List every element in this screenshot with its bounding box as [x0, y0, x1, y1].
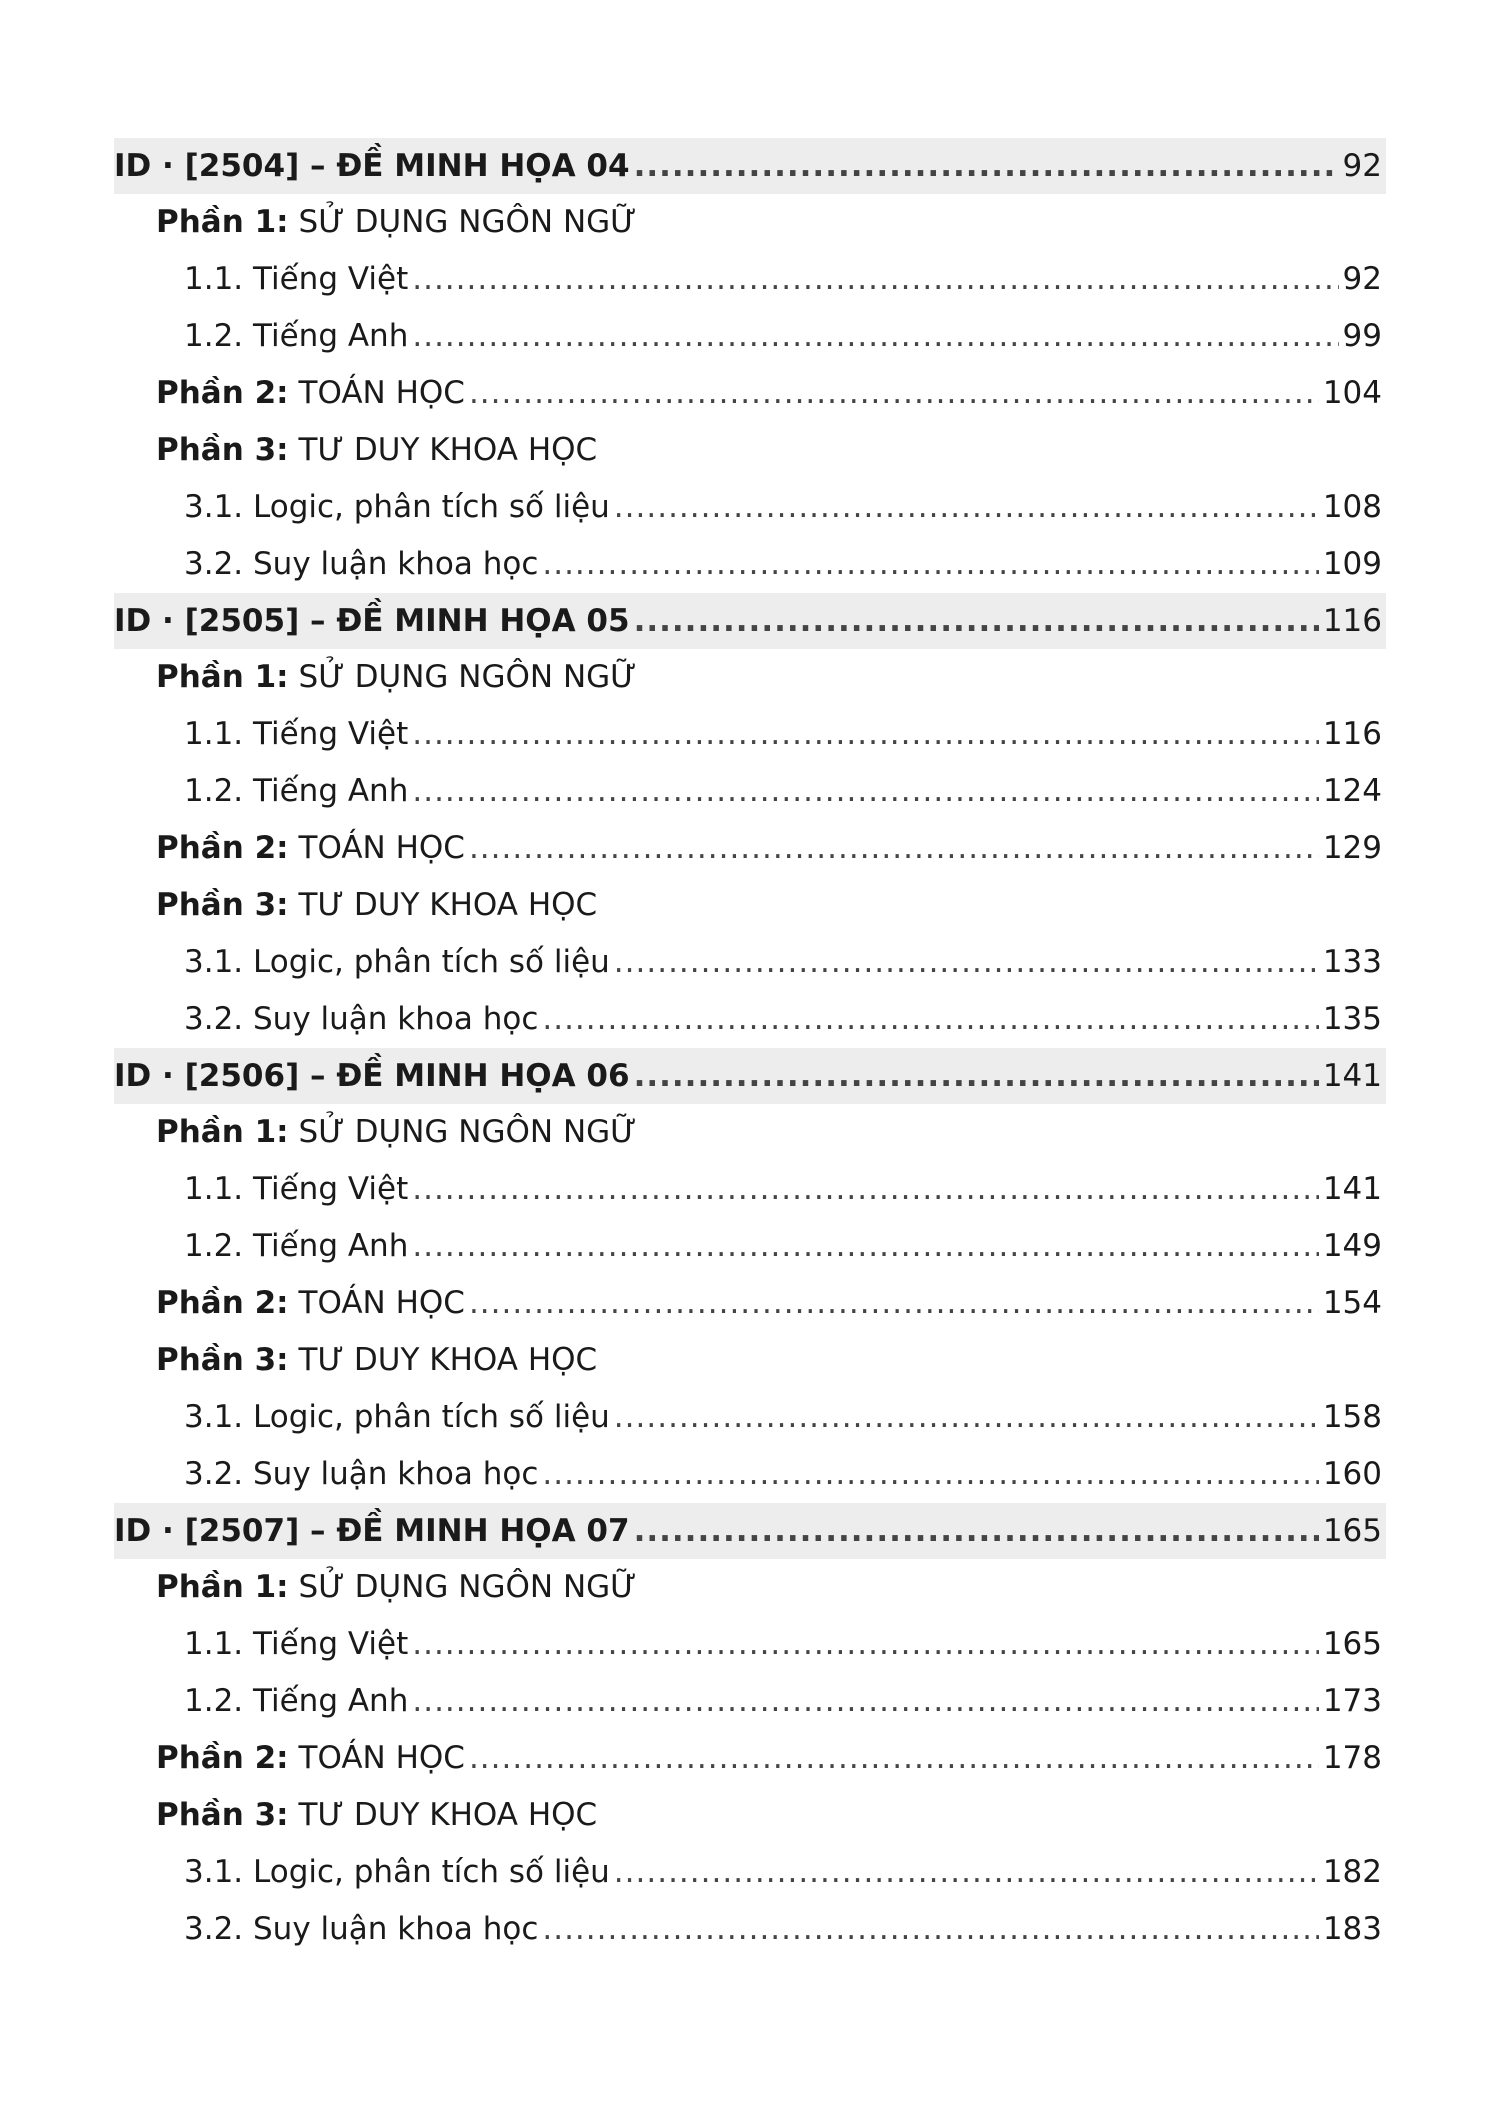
part-title: SỬ DỤNG NGÔN NGỮ — [298, 659, 637, 695]
part-label: Phần 2: — [156, 375, 289, 411]
toc-sub-entry[interactable] — [114, 934, 1386, 991]
dot-leader — [542, 1901, 1318, 1958]
toc-sub-entry[interactable] — [114, 536, 1386, 593]
sub-title: 3.2. Suy luận khoa học — [184, 1001, 539, 1037]
part-label: Phần 3: — [156, 1797, 289, 1833]
sub-title: 1.2. Tiếng Anh — [184, 318, 409, 354]
toc-sub-entry[interactable] — [114, 763, 1386, 820]
part-title: SỬ DỤNG NGÔN NGỮ — [298, 204, 637, 240]
part-label: Phần 1: — [156, 204, 289, 240]
page-number: 158 — [1322, 1399, 1382, 1435]
part-title: TOÁN HỌC — [298, 1285, 465, 1321]
dot-leader — [412, 763, 1318, 820]
toc-part-entry[interactable] — [114, 194, 1386, 251]
part-title: TƯ DUY KHOA HỌC — [298, 1342, 598, 1378]
page-number: 124 — [1322, 773, 1382, 809]
page-number: 182 — [1322, 1854, 1382, 1890]
dot-leader — [412, 706, 1319, 763]
page-number: 133 — [1322, 944, 1382, 980]
part-title: TOÁN HỌC — [298, 830, 465, 866]
toc-sub-entry[interactable] — [114, 706, 1386, 763]
page-number: 173 — [1322, 1683, 1382, 1719]
sub-title: 1.2. Tiếng Anh — [184, 1683, 409, 1719]
sub-title: 1.2. Tiếng Anh — [184, 1228, 409, 1264]
dot-leader — [614, 1844, 1319, 1901]
page-number: 104 — [1322, 375, 1382, 411]
sub-title: 3.1. Logic, phân tích số liệu — [184, 944, 610, 980]
dot-leader — [412, 1616, 1319, 1673]
toc-sub-entry[interactable] — [114, 1389, 1386, 1446]
sub-title: 1.1. Tiếng Việt — [184, 1171, 409, 1207]
dot-leader — [412, 1218, 1318, 1275]
dot-leader — [412, 1673, 1318, 1730]
toc-sub-entry[interactable] — [114, 1901, 1386, 1958]
toc-part-entry[interactable] — [114, 649, 1386, 706]
toc-part-entry[interactable] — [114, 820, 1386, 877]
sub-title: 3.1. Logic, phân tích số liệu — [184, 1854, 610, 1890]
part-title: SỬ DỤNG NGÔN NGỮ — [298, 1569, 637, 1605]
dot-leader — [634, 138, 1339, 194]
toc-sub-entry[interactable] — [114, 1161, 1386, 1218]
page-number: 141 — [1322, 1171, 1382, 1207]
dot-leader — [542, 991, 1318, 1048]
toc-sub-entry[interactable] — [114, 479, 1386, 536]
page-number: 141 — [1322, 1058, 1382, 1094]
toc-exam-heading[interactable] — [114, 138, 1386, 194]
dot-leader — [614, 479, 1319, 536]
exam-title: ID · [2504] – ĐỀ MINH HỌA 04 — [114, 148, 630, 184]
dot-leader — [634, 1503, 1319, 1559]
part-title: SỬ DỤNG NGÔN NGỮ — [298, 1114, 637, 1150]
dot-leader — [469, 820, 1319, 877]
part-title: TƯ DUY KHOA HỌC — [298, 432, 598, 468]
exam-title: ID · [2507] – ĐỀ MINH HỌA 07 — [114, 1513, 630, 1549]
toc-sub-entry[interactable] — [114, 1218, 1386, 1275]
part-label: Phần 3: — [156, 1342, 289, 1378]
toc-section — [114, 1503, 1386, 1958]
toc-exam-heading[interactable] — [114, 1048, 1386, 1104]
sub-title: 1.1. Tiếng Việt — [184, 1626, 409, 1662]
page-number: 129 — [1322, 830, 1382, 866]
toc-part-entry[interactable] — [114, 365, 1386, 422]
page-number: 109 — [1322, 546, 1382, 582]
sub-title: 1.1. Tiếng Việt — [184, 716, 409, 752]
toc-sub-entry[interactable] — [114, 991, 1386, 1048]
table-of-contents — [114, 138, 1386, 1958]
toc-section — [114, 1048, 1386, 1503]
page-number: 178 — [1322, 1740, 1382, 1776]
toc-part-entry[interactable] — [114, 1730, 1386, 1787]
dot-leader — [614, 934, 1319, 991]
toc-part-entry[interactable] — [114, 1332, 1386, 1389]
dot-leader — [469, 365, 1319, 422]
page-number: 154 — [1322, 1285, 1382, 1321]
dot-leader — [412, 308, 1338, 365]
toc-part-entry[interactable] — [114, 422, 1386, 479]
page-number: 99 — [1342, 318, 1382, 354]
page-number: 165 — [1322, 1513, 1382, 1549]
sub-title: 1.2. Tiếng Anh — [184, 773, 409, 809]
sub-title: 3.2. Suy luận khoa học — [184, 1456, 539, 1492]
toc-sub-entry[interactable] — [114, 1616, 1386, 1673]
sub-title: 1.1. Tiếng Việt — [184, 261, 409, 297]
part-title: TƯ DUY KHOA HỌC — [298, 887, 598, 923]
dot-leader — [412, 251, 1338, 308]
dot-leader — [614, 1389, 1319, 1446]
dot-leader — [634, 1048, 1319, 1104]
part-label: Phần 2: — [156, 1740, 289, 1776]
dot-leader — [542, 536, 1318, 593]
part-label: Phần 2: — [156, 830, 289, 866]
toc-section — [114, 138, 1386, 593]
exam-title: ID · [2506] – ĐỀ MINH HỌA 06 — [114, 1058, 630, 1094]
page-number: 135 — [1322, 1001, 1382, 1037]
page-number: 116 — [1322, 603, 1382, 639]
toc-part-entry[interactable] — [114, 1275, 1386, 1332]
dot-leader — [469, 1730, 1319, 1787]
dot-leader — [634, 593, 1319, 649]
toc-sub-entry[interactable] — [114, 1673, 1386, 1730]
toc-exam-heading[interactable] — [114, 593, 1386, 649]
page-number: 116 — [1322, 716, 1382, 752]
page-number: 92 — [1342, 261, 1382, 297]
part-label: Phần 1: — [156, 1569, 289, 1605]
part-title: TOÁN HỌC — [298, 375, 465, 411]
toc-sub-entry[interactable] — [114, 1844, 1386, 1901]
toc-part-entry[interactable] — [114, 1104, 1386, 1161]
toc-part-entry[interactable] — [114, 1787, 1386, 1844]
toc-part-entry[interactable] — [114, 1559, 1386, 1616]
toc-sub-entry[interactable] — [114, 1446, 1386, 1503]
sub-title: 3.2. Suy luận khoa học — [184, 1911, 539, 1947]
dot-leader — [542, 1446, 1318, 1503]
toc-exam-heading[interactable] — [114, 1503, 1386, 1559]
part-title: TƯ DUY KHOA HỌC — [298, 1797, 598, 1833]
part-label: Phần 3: — [156, 432, 289, 468]
dot-leader — [469, 1275, 1319, 1332]
page-number: 160 — [1322, 1456, 1382, 1492]
part-title: TOÁN HỌC — [298, 1740, 465, 1776]
part-label: Phần 2: — [156, 1285, 289, 1321]
part-label: Phần 1: — [156, 659, 289, 695]
page-number: 92 — [1342, 148, 1382, 184]
toc-sub-entry[interactable] — [114, 251, 1386, 308]
sub-title: 3.1. Logic, phân tích số liệu — [184, 1399, 610, 1435]
toc-sub-entry[interactable] — [114, 308, 1386, 365]
sub-title: 3.2. Suy luận khoa học — [184, 546, 539, 582]
toc-part-entry[interactable] — [114, 877, 1386, 934]
sub-title: 3.1. Logic, phân tích số liệu — [184, 489, 610, 525]
part-label: Phần 3: — [156, 887, 289, 923]
dot-leader — [412, 1161, 1319, 1218]
toc-section — [114, 593, 1386, 1048]
part-label: Phần 1: — [156, 1114, 289, 1150]
page-number: 108 — [1322, 489, 1382, 525]
page-number: 183 — [1322, 1911, 1382, 1947]
page-number: 165 — [1322, 1626, 1382, 1662]
exam-title: ID · [2505] – ĐỀ MINH HỌA 05 — [114, 603, 630, 639]
page-number: 149 — [1322, 1228, 1382, 1264]
